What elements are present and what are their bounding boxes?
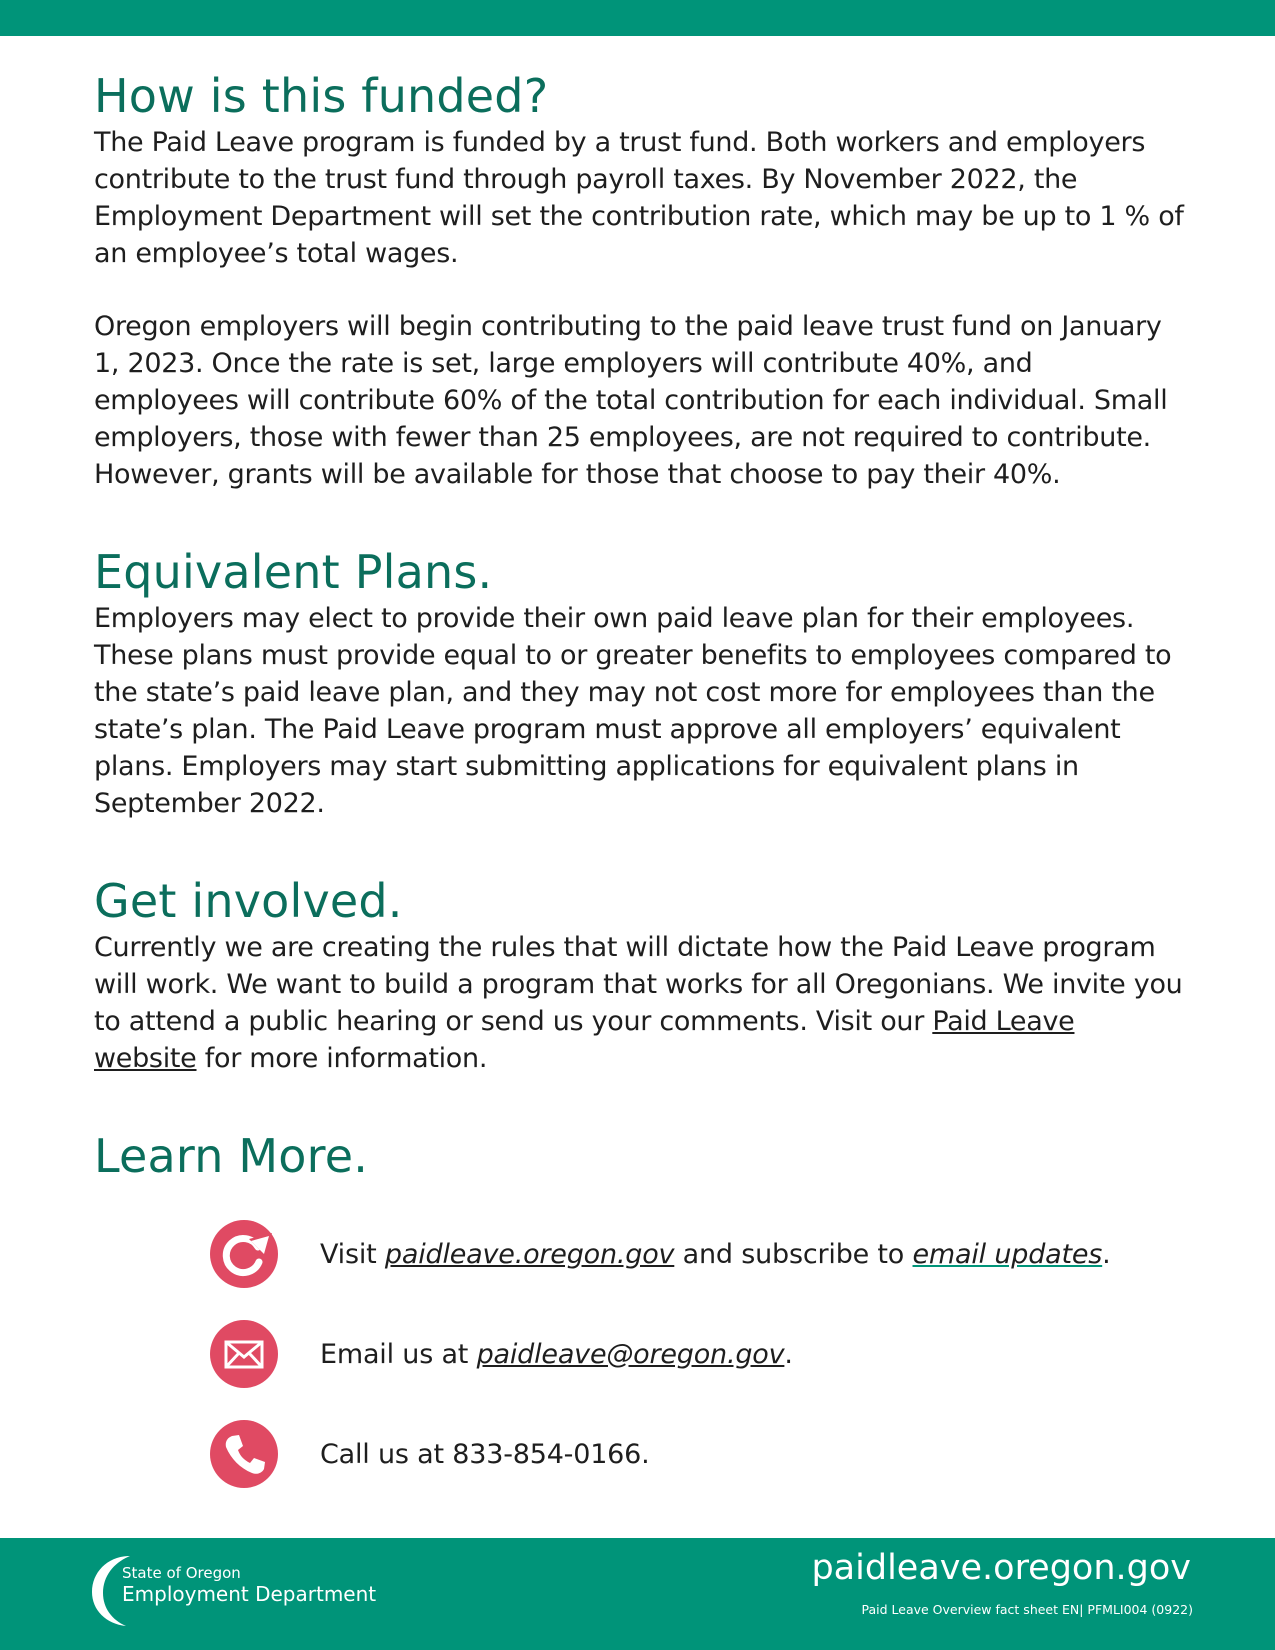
envelope-icon — [210, 1320, 278, 1388]
email-suffix: . — [784, 1338, 793, 1370]
learn-more-section — [94, 1128, 1184, 1184]
logo-department-text: Employment Department — [122, 1582, 377, 1606]
equivalent-plans-section — [94, 544, 1184, 822]
equivalent-plans-paragraph: Employers may elect to provide their own paid leave plan for their employees. These plans must provide equal to or greater benefits to employees compared to the state’s paid leave plan, and they may not cost more for employees than the state’s plan. The Paid Leave program must approve all employers’ equivalent plans. Employers may start submitting applications for equivalent plans in September 2022. — [94, 603, 1172, 819]
call-row — [210, 1418, 650, 1490]
get-involved-heading: Get involved. — [94, 874, 403, 928]
get-involved-text: Currently we are creating the rules that will dictate how the Paid Leave program will work. We want to build a program that works for all Oregonians. We invite you to attend a public hearing or send us your comments. Visit our — [94, 932, 1183, 1037]
email-prefix: Email us at — [320, 1338, 477, 1370]
equivalent-plans-heading: Equivalent Plans. — [94, 545, 493, 599]
funding-heading: How is this funded? — [94, 69, 549, 123]
email-row — [210, 1318, 793, 1390]
phone-icon — [210, 1420, 278, 1488]
logo-state-text: State of Oregon — [122, 1564, 241, 1582]
funding-section — [94, 68, 1184, 493]
email-address-link[interactable]: paidleave@oregon.gov — [476, 1338, 785, 1370]
funding-paragraph-1: The Paid Leave program is funded by a trust fund. Both workers and employers contribute to the trust fund through payroll taxes. By November 2022, the Employment Department will set the contribution rate, which may be up to 1 % of an employee’s total wages. — [94, 127, 1184, 269]
visit-suffix: . — [1102, 1238, 1111, 1270]
visit-website-row — [210, 1218, 1111, 1290]
phone-number[interactable]: 833-854-0166 — [452, 1438, 642, 1470]
footer — [0, 1538, 1275, 1650]
footer-document-id: Paid Leave Overview fact sheet EN| PFMLI004 (0922) — [861, 1602, 1193, 1617]
call-prefix: Call us at — [320, 1438, 453, 1470]
funding-paragraph-2: Oregon employers will begin contributing to the paid leave trust fund on January 1, 2023. Once the rate is set, large employers will contribute 40%, and employees will contribute 60% of the total contribution for each individual. Small employers, those with fewer than 25 employees, are not required to contribute. However, grants will be available for those that choose to pay their 40%. — [94, 311, 1168, 490]
learn-more-heading: Learn More. — [94, 1129, 369, 1183]
get-involved-paragraph — [94, 929, 1184, 1077]
footer-website-url[interactable]: paidleave.oregon.gov — [811, 1548, 1191, 1588]
email-updates-link[interactable]: email updates — [912, 1238, 1103, 1270]
visit-middle: and subscribe to — [674, 1238, 913, 1270]
paidleave-site-link[interactable]: paidleave.oregon.gov — [384, 1238, 675, 1270]
visit-website-text — [320, 1239, 1111, 1270]
get-involved-text-end: for more information. — [196, 1043, 488, 1074]
visit-prefix: Visit — [320, 1238, 385, 1270]
top-accent-bar — [0, 0, 1275, 36]
paid-leave-website-link[interactable]: Paid Leave website — [94, 1006, 1075, 1074]
refresh-arrow-icon — [210, 1220, 278, 1288]
call-text — [320, 1439, 650, 1470]
employment-department-logo — [86, 1548, 386, 1628]
email-text — [320, 1339, 793, 1370]
get-involved-section — [94, 873, 1184, 1077]
call-suffix: . — [641, 1438, 650, 1470]
